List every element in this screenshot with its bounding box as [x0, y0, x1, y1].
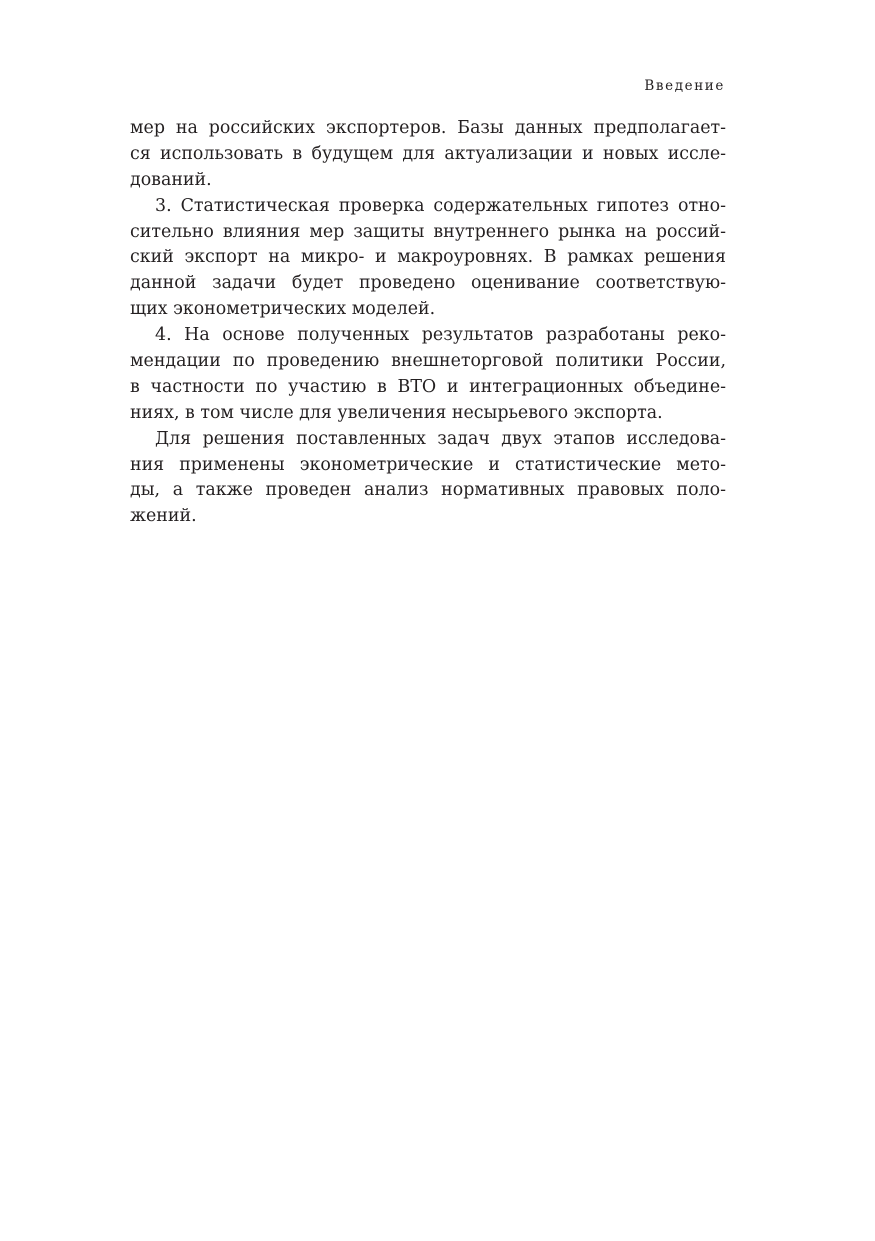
- running-header: Введение: [644, 78, 725, 94]
- text-line: дований.: [130, 169, 212, 190]
- text-line: в частности по участию в ВТО и интеграционных объедине-: [130, 376, 726, 397]
- body-text: [130, 116, 726, 530]
- text-line: жений.: [130, 506, 197, 527]
- text-line: ды, а также проведен анализ нормативных правовых поло-: [130, 480, 726, 501]
- text-line: сительно влияния мер защиты внутреннего рынка на россий-: [130, 221, 726, 242]
- text-line: 4. На основе полученных результатов разработаны реко-: [155, 325, 726, 346]
- text-line: данной задачи будет проведено оценивание соответствую-: [130, 273, 726, 294]
- text-line: мендации по проведению внешнеторговой политики России,: [130, 351, 726, 372]
- text-line: ся использовать в будущем для актуализации и новых иссле-: [130, 143, 726, 164]
- text-line: щих эконометрических моделей.: [130, 299, 436, 320]
- text-line: ский экспорт на микро- и макроуровнях. В рамках решения: [130, 247, 726, 268]
- text-line: ния применены эконометрические и статистические мето-: [130, 454, 726, 475]
- text-line: Для решения поставленных задач двух этапов исследова-: [155, 428, 726, 449]
- text-line: мер на российских экспортеров. Базы данных предполагает-: [130, 118, 726, 138]
- text-line: ниях, в том числе для увеличения несырьевого экспорта.: [130, 402, 663, 423]
- text-line: 3. Статистическая проверка содержательных гипотез отно-: [155, 195, 726, 216]
